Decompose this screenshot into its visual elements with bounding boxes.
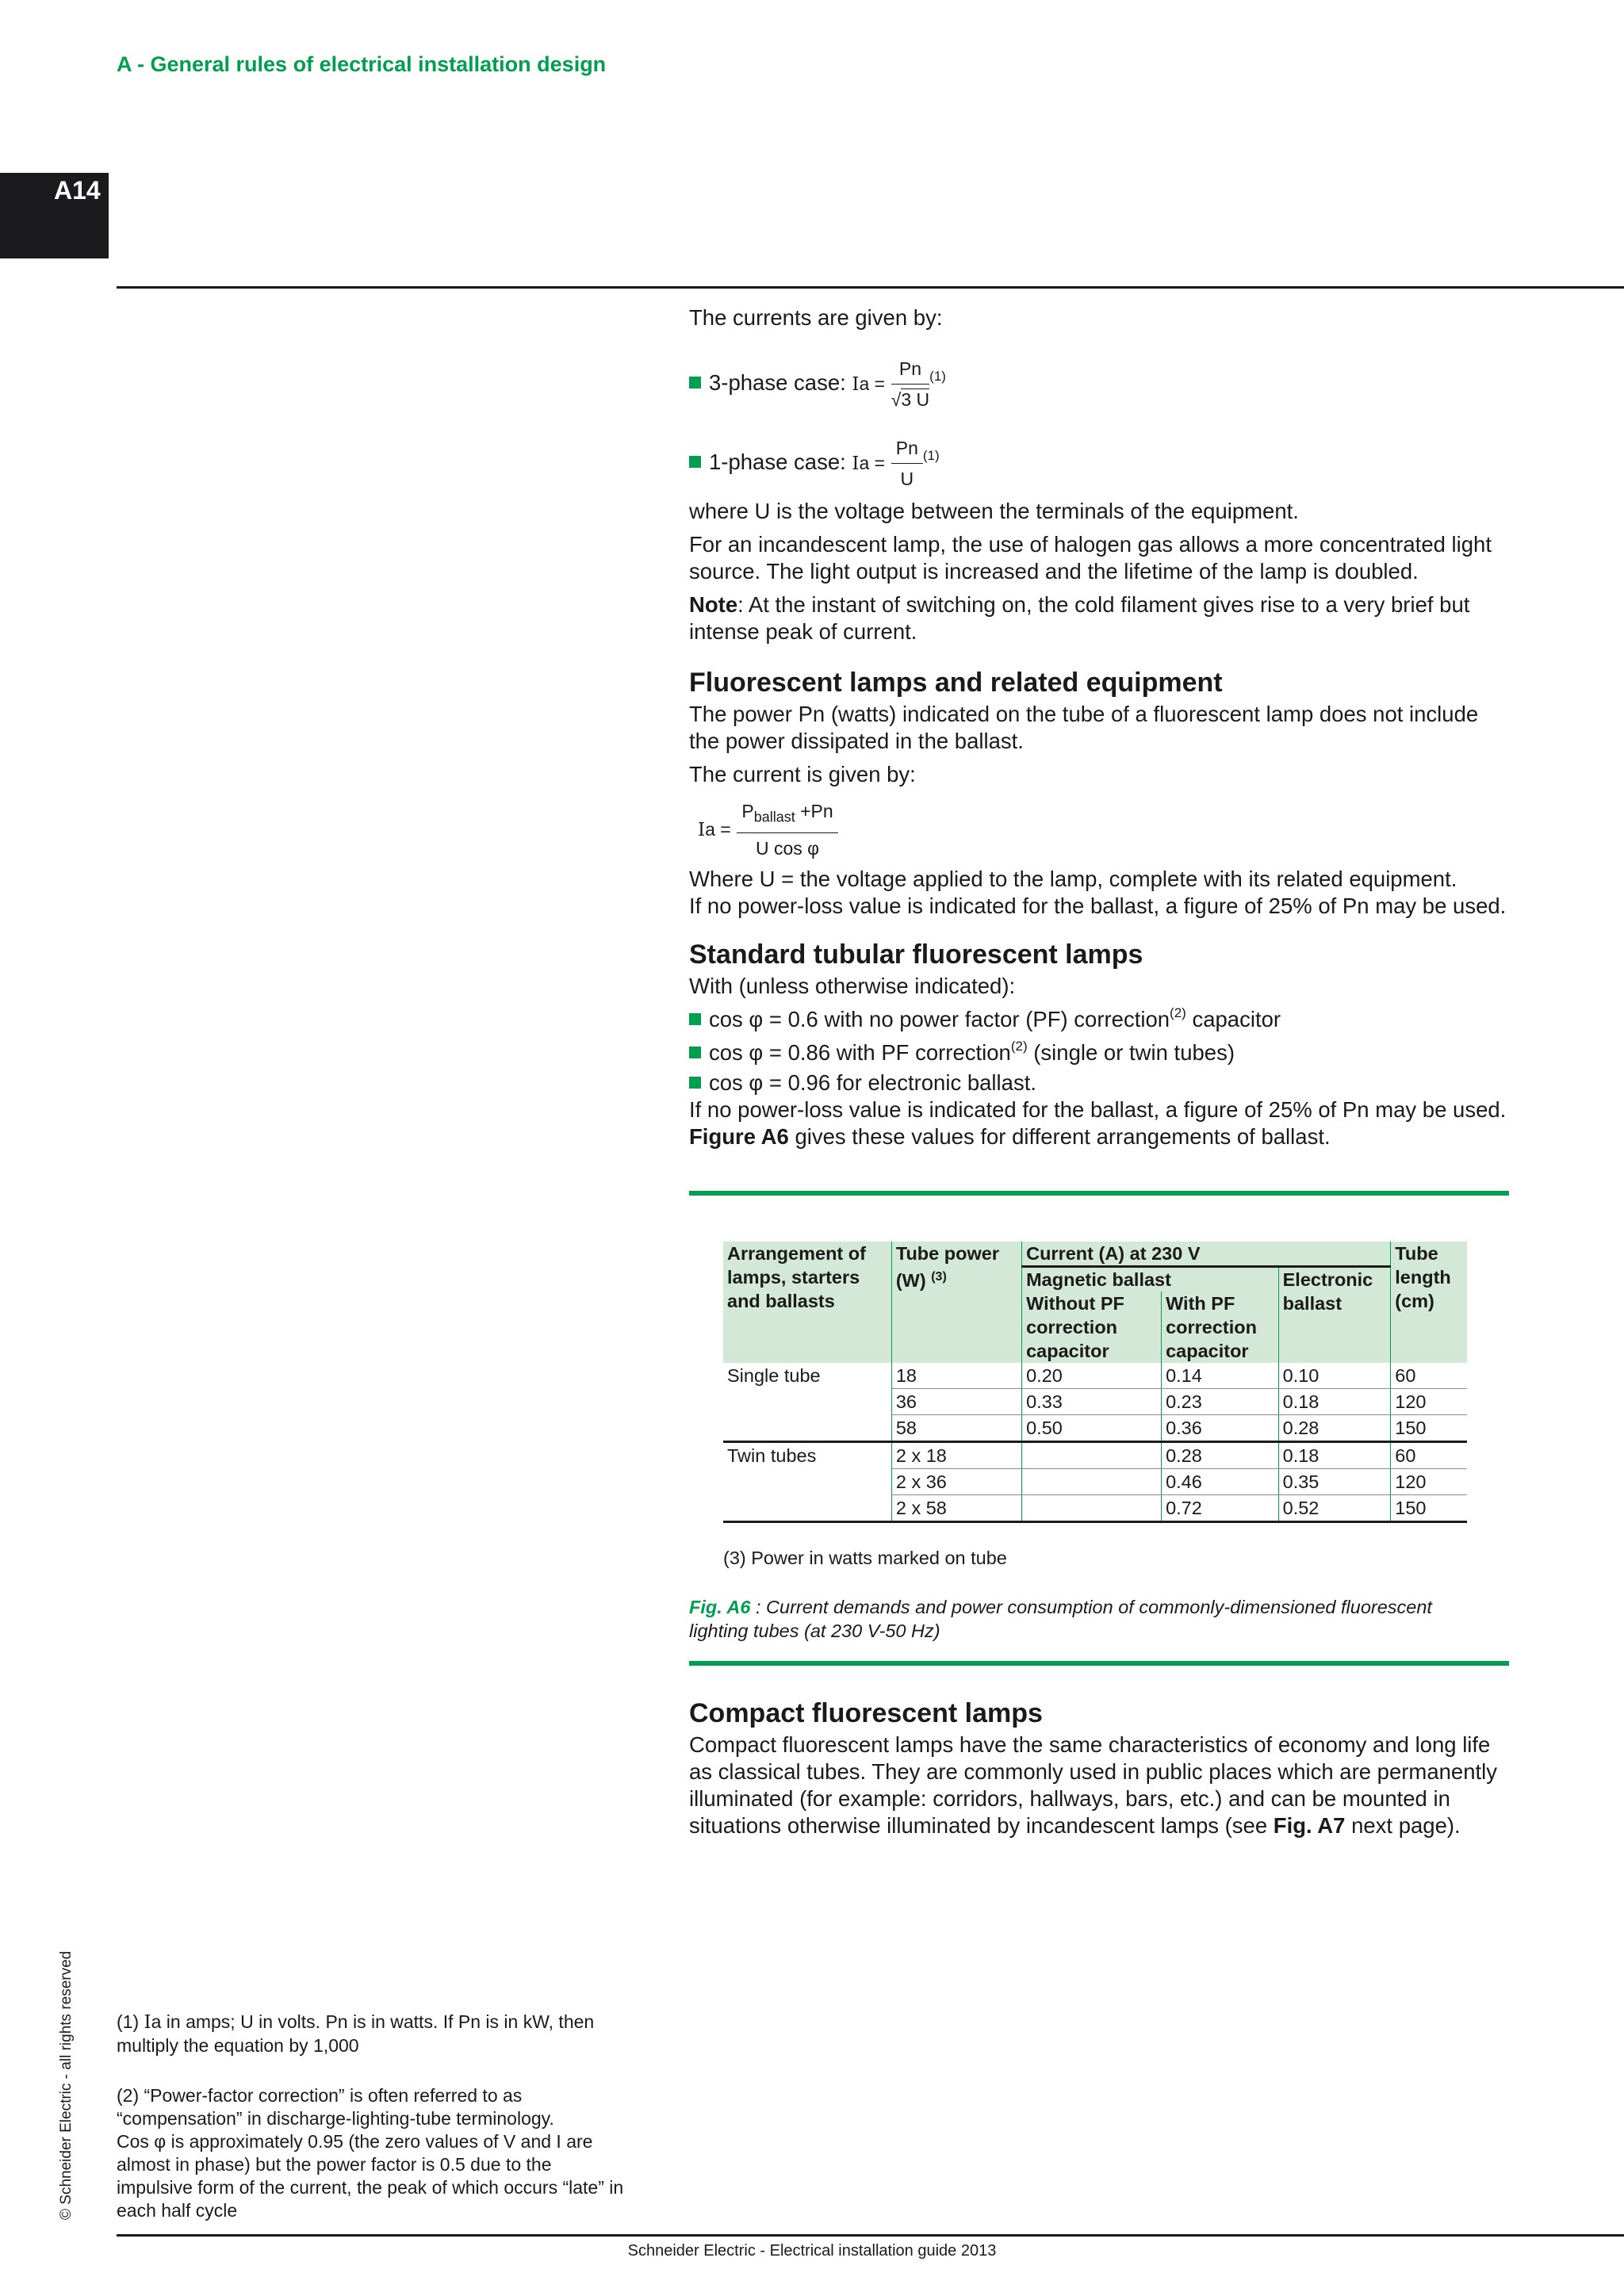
denominator: √3 U — [891, 389, 930, 410]
cell-length: 150 — [1391, 1415, 1467, 1442]
fluorescent-heading: Fluorescent lamps and related equipment — [689, 668, 1223, 698]
group-single: Single tube — [727, 1365, 821, 1386]
footnotes — [117, 2011, 632, 2222]
cell-power: 58 — [891, 1415, 1021, 1442]
standard-power-loss: If no power-loss value is indicated for the ballast, a figure of 25% of Pn may be used. — [689, 1097, 1507, 1122]
standard-section — [689, 938, 1514, 1150]
cell-with: 0.23 — [1162, 1389, 1279, 1415]
fluorescent-current-table — [723, 1242, 1467, 1523]
fraction-1phase — [891, 434, 923, 492]
page-number-tab — [0, 173, 109, 258]
bullet-2: cos φ = 0.86 with PF correction$^{(2)}$ (single or twin tubes) — [689, 1033, 1514, 1066]
cell-power: 2 x 18 — [891, 1442, 1021, 1469]
fluorescent-para-4: If no power-loss value is indicated for the ballast, a figure of 25% of Pn may be used. — [689, 894, 1507, 918]
table-row — [723, 1389, 1467, 1415]
fluorescent-para-3: Where U = the voltage applied to the lamp, complete with its related equipment. — [689, 867, 1457, 891]
table-row — [723, 1442, 1467, 1469]
standard-heading: Standard tubular fluorescent lamps — [689, 939, 1143, 970]
one-phase-formula — [689, 434, 1514, 492]
fraction-3phase — [891, 355, 929, 413]
figure-top-rule — [689, 1191, 1509, 1196]
bullet-square-icon — [689, 456, 701, 468]
denominator: U — [900, 469, 914, 489]
cell-electronic: 0.10 — [1278, 1363, 1391, 1389]
footnote-ref-1: (1) — [922, 447, 940, 463]
bullet-3: cos φ = 0.96 for electronic ballast. — [689, 1070, 1514, 1096]
cell-without — [1022, 1495, 1162, 1522]
fluorescent-after — [689, 866, 1514, 920]
table-row — [723, 1415, 1467, 1442]
figure-label: Fig. A6 — [689, 1597, 751, 1617]
denominator: U cos φ — [755, 837, 820, 859]
cell-with: 0.36 — [1162, 1415, 1279, 1442]
standard-with: With (unless otherwise indicated): — [689, 974, 1016, 998]
bullet-square-icon — [689, 1077, 701, 1089]
bullet-square-icon — [689, 1013, 701, 1025]
ia-symbol: Ia = — [852, 452, 886, 474]
numerator: $P_{ballast} +Pn$ — [737, 798, 837, 833]
cell-electronic: 0.28 — [1278, 1415, 1391, 1442]
cell-electronic: 0.18 — [1278, 1442, 1391, 1469]
footnote-2a: (2) “Power-factor correction” is often referred to as “compensation” in discharge-lighting-tube terminology. — [117, 2085, 554, 2129]
fluorescent-section — [689, 666, 1514, 788]
header-without-pf: Without PF correction capacitor — [1022, 1292, 1162, 1363]
three-phase-formula — [689, 355, 1514, 413]
cell-without: 0.33 — [1022, 1389, 1162, 1415]
cell-without: 0.50 — [1022, 1415, 1162, 1442]
fraction-fluorescent — [737, 798, 837, 862]
intro-text — [689, 498, 1514, 645]
voltage-note: where U is the voltage between the terminals of the equipment. — [689, 499, 1299, 523]
footnote-ref-1: (1) — [929, 368, 946, 384]
bullet-square-icon — [689, 377, 701, 388]
top-divider — [117, 286, 1624, 289]
figure-caption — [689, 1595, 1490, 1643]
cell-electronic: 0.35 — [1278, 1469, 1391, 1495]
cell-length: 150 — [1391, 1495, 1467, 1522]
figure-bottom-rule — [689, 1661, 1509, 1666]
header-electronic: Electronic ballast — [1278, 1267, 1391, 1364]
cell-length: 60 — [1391, 1363, 1467, 1389]
table-row — [723, 1363, 1467, 1389]
header-tube-length: Tube length (cm) — [1391, 1242, 1467, 1363]
bullet-square-icon — [689, 1047, 701, 1058]
table-row — [723, 1495, 1467, 1522]
one-phase-label: 1-phase case: — [709, 449, 852, 474]
halogen-paragraph: For an incandescent lamp, the use of halogen gas allows a more concentrated light source. The light output is increased and the lifetime of the lamp is doubled. — [689, 532, 1492, 584]
cell-with: 0.14 — [1162, 1363, 1279, 1389]
cell-power: 18 — [891, 1363, 1021, 1389]
page-number: A14 — [54, 176, 101, 205]
numerator: Pn — [891, 434, 923, 464]
compact-heading: Compact fluorescent lamps — [689, 1698, 1043, 1728]
three-phase-label: 3-phase case: — [709, 369, 852, 395]
header-arrangement: Arrangement of lamps, starters and ballasts — [723, 1242, 891, 1363]
note-text: : At the instant of switching on, the cold filament gives rise to a very brief but intense peak of current. — [689, 592, 1470, 644]
cell-with: 0.72 — [1162, 1495, 1279, 1522]
bullet-1: cos φ = 0.6 with no power factor (PF) correction$^{(2)}$ capacitor — [689, 1000, 1514, 1033]
figure-caption-text: : Current demands and power consumption of commonly-dimensioned fluorescent lighting tubes (at 230 V-50 Hz) — [689, 1597, 1432, 1641]
note-label: Note — [689, 592, 738, 617]
header-tube-power: Tube power (W) $^{(3)}$ — [891, 1242, 1021, 1363]
fluorescent-formula — [698, 798, 1522, 862]
copyright: © Schneider Electric - all rights reserved — [58, 1950, 75, 2220]
cell-power: 2 x 58 — [891, 1495, 1021, 1522]
fluorescent-para-1: The power Pn (watts) indicated on the tube of a fluorescent lamp does not include the power dissipated in the ballast. — [689, 702, 1479, 753]
cell-length: 120 — [1391, 1389, 1467, 1415]
ia-symbol: Ia = — [852, 373, 886, 395]
table-note: (3) Power in watts marked on tube — [723, 1548, 1007, 1568]
header-magnetic: Magnetic ballast — [1022, 1267, 1279, 1292]
chapter-title: A - General rules of electrical installation design — [117, 52, 607, 76]
cell-electronic: 0.52 — [1278, 1495, 1391, 1522]
footer-guide: Schneider Electric - Electrical installation guide 2013 — [627, 2242, 997, 2260]
cell-without — [1022, 1442, 1162, 1469]
ia-symbol: Ia = — [698, 818, 731, 840]
cell-electronic: 0.18 — [1278, 1389, 1391, 1415]
cell-with: 0.28 — [1162, 1442, 1279, 1469]
compact-section — [689, 1697, 1514, 1839]
footnote-2b: Cos φ is approximately 0.95 (the zero values of V and I are almost in phase) but the power factor is 0.5 due to the impulsive form of the current, the peak of which occurs “late” in each half cycle — [117, 2131, 624, 2221]
header-current: Current (A) at 230 V — [1022, 1242, 1391, 1267]
bottom-divider — [117, 2234, 1624, 2237]
note-paragraph — [689, 591, 1514, 645]
cell-power: 36 — [891, 1389, 1021, 1415]
fluorescent-para-2: The current is given by: — [689, 762, 916, 786]
cell-length: 60 — [1391, 1442, 1467, 1469]
currents-given: The currents are given by: — [689, 305, 943, 330]
sqrt-icon: √ — [891, 389, 902, 410]
table-row — [723, 1469, 1467, 1495]
cell-with: 0.46 — [1162, 1469, 1279, 1495]
compact-paragraph: Compact fluorescent lamps have the same characteristics of economy and long life as classical tubes. They are commonly used in public places which are permanently illuminated (for example: corridors, hallways, bars, etc.) and can be mounted in situations otherwise illuminated by incandescent lamps (see Fig. A7 next page). — [689, 1732, 1498, 1838]
group-twin: Twin tubes — [727, 1445, 817, 1466]
cell-power: 2 x 36 — [891, 1469, 1021, 1495]
figure-reference: Figure A6 gives these values for different arrangements of ballast. — [689, 1124, 1331, 1149]
header-with-pf: With PF correction capacitor — [1162, 1292, 1279, 1363]
currents-intro — [689, 304, 1514, 331]
numerator: Pn — [891, 355, 929, 385]
cell-without — [1022, 1469, 1162, 1495]
footnote-1: (1) Ia in amps; U in volts. Pn is in watts. If Pn is in kW, then multiply the equation by 1,000 — [117, 2011, 595, 2056]
cell-without: 0.20 — [1022, 1363, 1162, 1389]
cell-length: 120 — [1391, 1469, 1467, 1495]
